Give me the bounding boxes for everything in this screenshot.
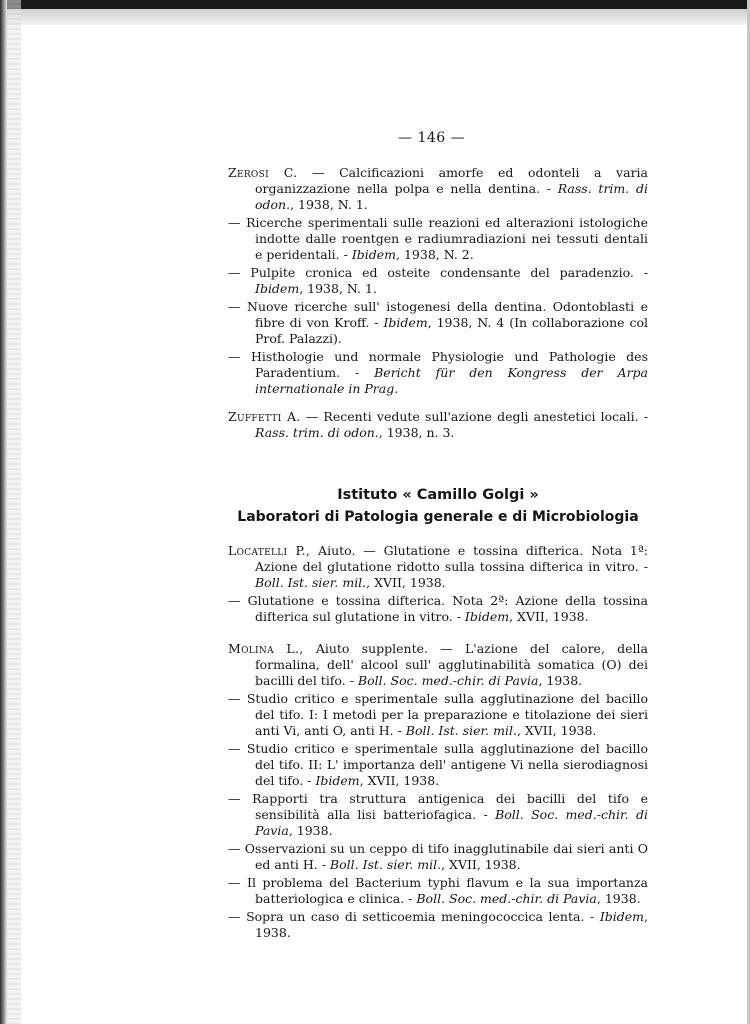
entry-reference: Ibidem	[464, 609, 510, 624]
entry-details: , XVII, 1938.	[441, 857, 521, 872]
bibliography-entry	[228, 691, 648, 739]
entry-title: Aiuto supplente. — L'azione del calore, della formalina, dell' alcool sull' agglutinabilità somatica (O) dei bacilli del tifo. -	[255, 641, 648, 688]
entry-details: , 1938.	[288, 823, 333, 838]
bibliography-entry	[228, 741, 648, 789]
laboratory-heading: Laboratori di Patologia generale e di Microbiologia	[237, 509, 639, 525]
entry-title: Aiuto. — Glutatione e tossina difterica. Nota 1ª: Azione del glutatione ridotto sulla tossina difterica in vitro. -	[255, 543, 648, 574]
document-body	[228, 165, 648, 943]
entry-reference: Ibidem	[315, 773, 360, 788]
entry-details: , 1938, n. 3.	[378, 425, 455, 440]
entry-details: , XVII, 1938.	[366, 575, 446, 590]
bibliography-section-2	[228, 543, 648, 625]
entry-author: Molina L.,	[228, 641, 304, 656]
entry-details: , XVII, 1938.	[509, 609, 589, 624]
entry-details: , 1938, N. 4 (In collaborazione col Prof. Palazzi).	[255, 315, 648, 346]
bibliography-entry	[228, 909, 648, 941]
entry-details: , 1938, N. 1.	[299, 281, 377, 296]
entry-title: — Studio critico e sperimentale sulla agglutinazione del bacillo del tifo. II: L' importanza dell' antigene Vi nella sierodiagnosi del tifo. -	[228, 741, 648, 788]
scan-shadow-top	[0, 9, 750, 25]
entry-title: — Nuove ricerche sull' istogenesi della dentina. Odontoblasti e fibre di von Kroff. -	[228, 299, 648, 330]
entry-author: Zerosi C.	[228, 165, 298, 180]
scan-border-left	[0, 0, 7, 1024]
entry-details: , 1938.	[596, 891, 641, 906]
entry-title: — Rapporti tra struttura antigenica dei bacilli del tifo e sensibilità alla lisi batteriofagica. -	[228, 791, 648, 822]
entry-reference: Boll. Soc. med.-chir. di Pavia	[416, 891, 597, 906]
bibliography-entry	[228, 841, 648, 873]
bibliography-entry	[228, 791, 648, 839]
bibliography-entry	[228, 265, 648, 297]
bibliography-entry	[228, 543, 648, 591]
institute-heading: Istituto « Camillo Golgi »	[337, 487, 539, 503]
bibliography-entry	[228, 349, 648, 397]
entry-title: — Glutatione e tossina difterica. Nota 2ª: Azione della tossina difterica sul glutatione in vitro. -	[228, 593, 648, 624]
entry-details: , XVII, 1938.	[516, 723, 597, 738]
scan-binding-edge	[7, 0, 21, 1024]
bibliography-entry	[228, 641, 648, 689]
entry-reference: Rass. trim. di odon.	[255, 425, 379, 440]
entry-reference: Bericht für den Kongress der Arpa internationale in Prag.	[255, 365, 649, 396]
entry-details: , XVII, 1938.	[359, 773, 440, 788]
bibliography-section-1	[228, 165, 648, 441]
entry-reference: Ibidem	[351, 247, 397, 262]
entry-title: — Studio critico e sperimentale sulla agglutinazione del bacillo del tifo. I: I metodi per la preparazione e titolazione dei sieri anti Vi, anti O, anti H. -	[228, 691, 648, 738]
page-number: — 146 —	[398, 130, 466, 146]
entry-reference: Boll. Soc. med.-chir. di Pavia	[357, 673, 539, 688]
entry-reference: Boll. Ist. sier. mil.	[405, 723, 517, 738]
entry-details: , 1938.	[538, 673, 583, 688]
bibliography-entry	[228, 409, 648, 441]
entry-title: — Calcificazioni amorfe ed odonteli a varia organizzazione nella polpa e nella dentina. -	[255, 165, 648, 196]
entry-reference: Rass. trim. di odon.	[255, 181, 648, 212]
bibliography-entry	[228, 215, 648, 263]
entry-details: , 1938, N. 1.	[290, 197, 368, 212]
entry-reference: Boll. Ist. sier. mil.	[255, 575, 367, 590]
entry-reference: Boll. Ist. sier. mil.	[329, 857, 442, 872]
entry-title: — Osservazioni su un ceppo di tifo inagglutinabile dai sieri anti O ed anti H. -	[228, 841, 648, 872]
bibliography-entry	[228, 875, 648, 907]
entry-author: Zuffetti A.	[228, 409, 301, 424]
bibliography-entry	[228, 299, 648, 347]
bibliography-entry	[228, 165, 648, 213]
entry-reference: Ibidem	[255, 281, 300, 296]
entry-title: — Ricerche sperimentali sulle reazioni ed alterazioni istologiche indotte dalle roentgen e radiumradiazioni nei tessuti dentali e peridentali. -	[228, 215, 648, 262]
entry-details: , 1938, N. 2.	[396, 247, 474, 262]
bibliography-entry	[228, 593, 648, 625]
bibliography-section-3	[228, 641, 648, 941]
entry-reference: Ibidem	[383, 315, 428, 330]
entry-title: — Il problema del Bacterium typhi flavum e la sua importanza batteriologica e clinica. -	[228, 875, 648, 906]
entry-author: Locatelli P.,	[228, 543, 311, 558]
entry-reference: Ibidem	[599, 909, 645, 924]
entry-reference: Boll. Soc. med.-chir. di Pavia	[255, 807, 649, 838]
scan-border-top	[0, 0, 750, 9]
entry-title: — Histhologie und normale Physiologie und Pathologie des Paradentium. -	[228, 349, 648, 380]
entry-title: — Sopra un caso di setticoemia meningococcica lenta. -	[228, 909, 600, 924]
entry-title: — Pulpite cronica ed osteite condensante del paradenzio. -	[228, 265, 648, 280]
entry-details: , 1938.	[255, 909, 648, 940]
entry-title: — Recenti vedute sull'azione degli anestetici locali. -	[300, 409, 648, 424]
